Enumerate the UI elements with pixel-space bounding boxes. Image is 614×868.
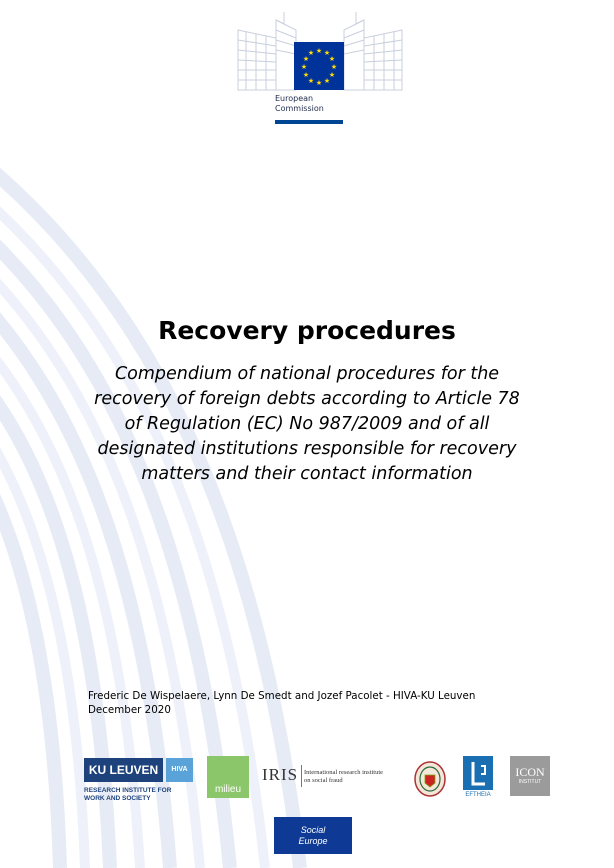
author-names: Frederic De Wispelaere, Lynn De Smedt and Jozef Pacolet - HIVA-KU Leuven [88, 690, 476, 702]
milieu-logo [207, 756, 249, 798]
eftheia-label: EFTHEIA [465, 792, 491, 798]
svg-text:★: ★ [302, 55, 310, 63]
subtitle-line: of Regulation (EC) No 987/2009 and of all [124, 414, 490, 434]
document-subtitle [60, 362, 554, 487]
ku-leuven-subtitle: RESEARCH INSTITUTE FOR WORK AND SOCIETY [84, 787, 172, 802]
iris-tagline: International research institute on social fraud [304, 769, 384, 784]
eftheia-logo [463, 756, 493, 790]
svg-text:★: ★ [307, 77, 315, 85]
svg-text:★: ★ [315, 47, 323, 55]
ku-leuven-logo: KU LEUVEN [84, 758, 163, 782]
svg-text:★: ★ [300, 63, 308, 71]
ec-logo-underline [275, 120, 343, 124]
subtitle-line: recovery of foreign debts according to Article 78 [94, 389, 520, 409]
subtitle-line: matters and their contact information [141, 464, 473, 484]
svg-text:★: ★ [330, 63, 338, 71]
svg-text:★: ★ [323, 77, 331, 85]
subtitle-line: designated institutions responsible for recovery [97, 439, 517, 459]
iris-logo: IRIS [262, 765, 299, 784]
publication-date: December 2020 [88, 704, 171, 716]
milieu-label: milieu [214, 784, 242, 795]
document-title: Recovery procedures [158, 316, 456, 345]
subtitle-line: Compendium of national procedures for the [114, 364, 500, 384]
svg-text:★: ★ [302, 71, 310, 79]
svg-text:★: ★ [328, 71, 336, 79]
svg-text:★: ★ [315, 79, 323, 87]
icon-institut-logo: ICON INSTITUT [510, 756, 550, 796]
european-commission-wordmark: European Commission [275, 94, 324, 113]
hiva-logo: HIVA [166, 758, 193, 782]
svg-text:★: ★ [323, 49, 331, 57]
svg-text:★: ★ [307, 49, 315, 57]
author-block [88, 689, 475, 717]
iris-divider [301, 765, 302, 787]
svg-text:★: ★ [328, 55, 336, 63]
social-europe-logo: Social Europe [274, 817, 352, 854]
seal-emblem-icon [414, 761, 446, 797]
